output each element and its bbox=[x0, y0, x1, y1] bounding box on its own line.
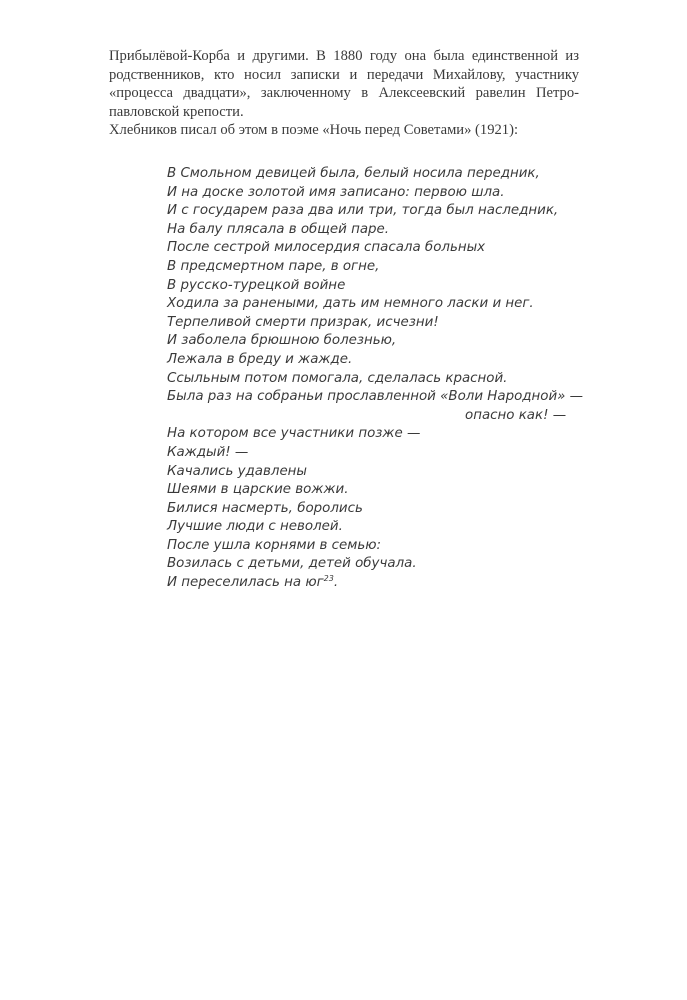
poem-line: На балу плясала в общей паре. bbox=[167, 221, 390, 237]
poem-line: Лучшие люди с неволей. bbox=[167, 519, 343, 535]
poem-line-text: И переселилась на юг bbox=[167, 575, 324, 591]
poem-line: На котором все участники позже — bbox=[167, 426, 421, 442]
poem-line: После сестрой милосердия спасала больных bbox=[167, 240, 486, 256]
poem-line: И на доске золотой имя записано: первою шла. bbox=[167, 184, 505, 200]
poem-line: В предсмертном паре, в огне, bbox=[167, 258, 380, 274]
poem-line: После ушла корнями в семью: bbox=[167, 537, 382, 553]
poem-line-indented: опасно как! — bbox=[465, 407, 567, 423]
poem-line: В русско-турецкой войне bbox=[167, 277, 346, 293]
paragraph-poem-intro: Хлебников писал об этом в поэме «Ночь перед Советами» (1921): bbox=[109, 122, 519, 139]
poem-line: И с государем раза два или три, тогда был наследник, bbox=[167, 203, 559, 219]
poem-line: Ссыльным потом помогала, сделалась красной. bbox=[167, 370, 508, 386]
poem-line: В Смольном девицей была, белый носила передник, bbox=[167, 166, 540, 181]
poem-line: Каждый! — bbox=[167, 444, 249, 460]
paragraph-intro: Прибылёвой-Корба и другими. В 1880 году она была единственной из родственников, кто носил записки и передачи Михайлову, участнику «процесса двадцати», заключенному в Алексеевский равелин Петро-павловской крепости. bbox=[109, 48, 579, 120]
poem-line: Лежала в бреду и жажде. bbox=[167, 351, 353, 367]
poem-line: Была раз на собраньи прославленной «Воли Народной» — bbox=[167, 389, 584, 405]
prose-block bbox=[109, 47, 579, 140]
poem-final-punct: . bbox=[333, 575, 339, 591]
poem-line: Билися насмерть, боролись bbox=[167, 500, 363, 516]
poem-line: Терпеливой смерти призрак, исчезни! bbox=[167, 314, 439, 330]
poem-line-last bbox=[167, 574, 587, 593]
poem-block bbox=[167, 165, 587, 593]
poem-line: Шеями в царские вожжи. bbox=[167, 482, 349, 498]
poem-line: Качались удавлены bbox=[167, 463, 308, 479]
poem-line: Возилась с детьми, детей обучала. bbox=[167, 556, 417, 572]
poem-line: Ходила за ранеными, дать им немного ласки и нег. bbox=[167, 296, 534, 312]
footnote-ref[interactable]: 23 bbox=[323, 574, 334, 584]
poem-line: И заболела брюшною болезнью, bbox=[167, 333, 397, 349]
